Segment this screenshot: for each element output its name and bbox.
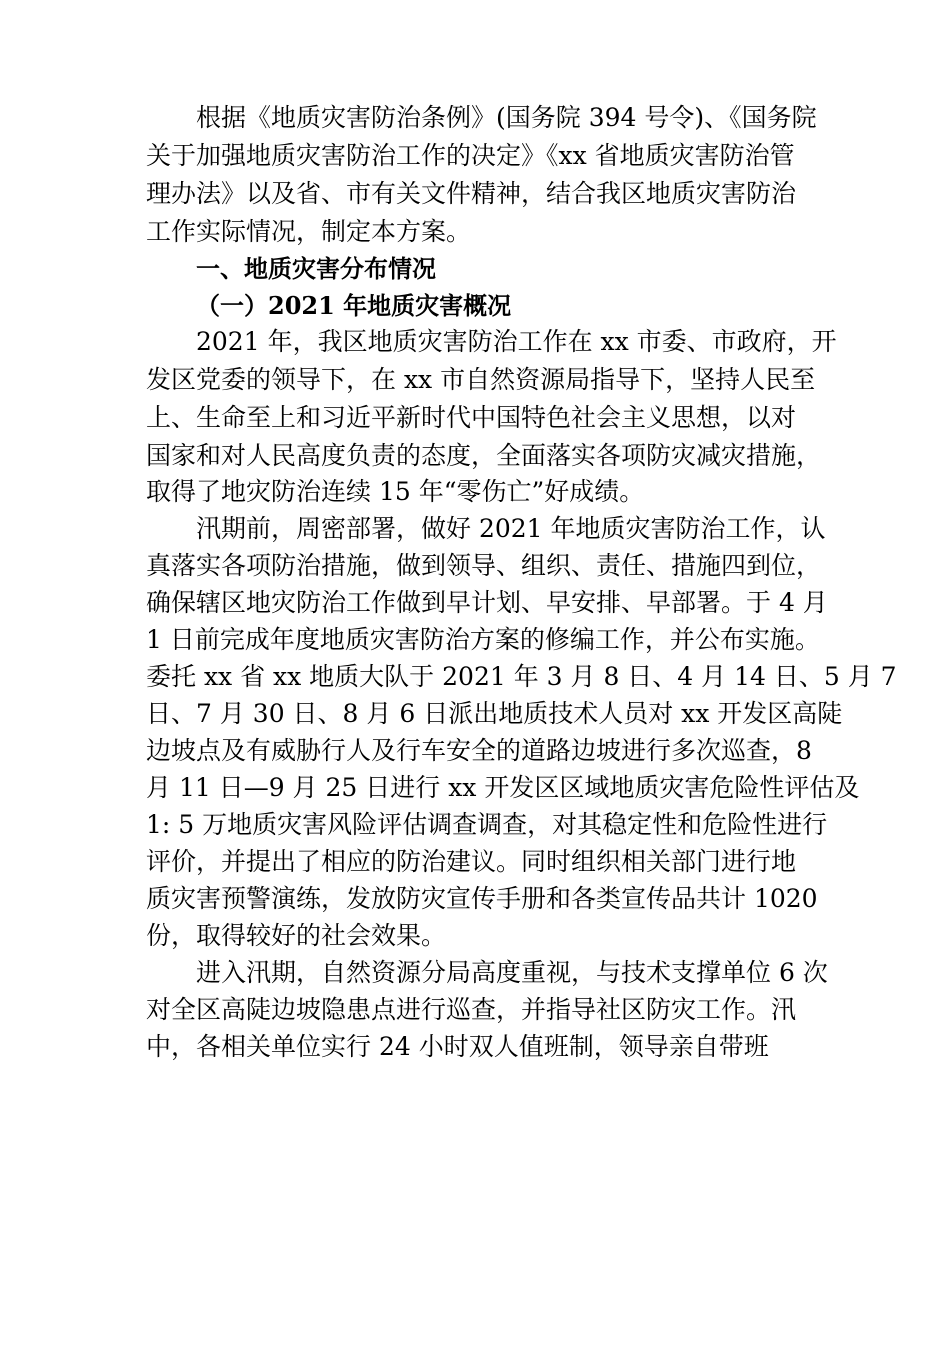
paragraph-line: 2021 年，我区地质灾害防治工作在 xx 市委、市政府，开 xyxy=(196,327,837,356)
paragraph-line: 评价，并提出了相应的防治建议。同时组织相关部门进行地 xyxy=(146,847,797,876)
paragraph-line: 边坡点及有威胁行人及行车安全的道路边坡进行多次巡查，8 xyxy=(146,736,812,765)
paragraph-line: 中，各相关单位实行 24 小时双人值班制，领导亲自带班 xyxy=(146,1032,769,1061)
paragraph-line: 理办法》以及省、市有关文件精神，结合我区地质灾害防治 xyxy=(146,179,797,208)
paragraph-line: 日、7 月 30 日、8 月 6 日派出地质技术人员对 xx 开发区高陡 xyxy=(146,699,843,728)
section-heading: 一、地质灾害分布情况 xyxy=(196,255,436,283)
paragraph-line: 汛期前，周密部署，做好 2021 年地质灾害防治工作，认 xyxy=(196,514,826,543)
paragraph-line: 国家和对人民高度负责的态度，全面落实各项防灾减灾措施， xyxy=(146,441,822,470)
paragraph-line: 关于加强地质灾害防治工作的决定》《xx 省地质灾害防治管 xyxy=(146,141,795,170)
paragraph-line: 委托 xx 省 xx 地质大队于 2021 年 3 月 8 日、4 月 14 日、5 月 7 xyxy=(146,662,897,691)
paragraph-line: 进入汛期，自然资源分局高度重视，与技术支撑单位 6 次 xyxy=(196,958,828,987)
paragraph-line: 发区党委的领导下，在 xx 市自然资源局指导下，坚持人民至 xyxy=(146,365,816,394)
paragraph-line: 1 日前完成年度地质灾害防治方案的修编工作，并公布实施。 xyxy=(146,625,820,654)
paragraph-line: 1: 5 万地质灾害风险评估调查调查，对其稳定性和危险性进行 xyxy=(146,810,828,839)
subsection-heading: （一）2021 年地质灾害概况 xyxy=(196,291,512,320)
paragraph-line: 份，取得较好的社会效果。 xyxy=(146,921,447,950)
paragraph-line: 确保辖区地灾防治工作做到早计划、早安排、早部署。于 4 月 xyxy=(146,588,828,617)
paragraph-line: 工作实际情况，制定本方案。 xyxy=(146,217,472,246)
paragraph-line: 月 11 日—9 月 25 日进行 xx 开发区区域地质灾害危险性评估及 xyxy=(146,773,860,802)
paragraph-line: 上、生命至上和习近平新时代中国特色社会主义思想，以对 xyxy=(146,403,797,432)
paragraph-line: 质灾害预警演练，发放防灾宣传手册和各类宣传品共计 1020 xyxy=(146,884,818,913)
paragraph-line: 取得了地灾防治连续 15 年“零伤亡”好成绩。 xyxy=(146,477,645,506)
paragraph-line: 根据《地质灾害防治条例》(国务院 394 号令)、《国务院 xyxy=(196,103,817,132)
paragraph-line: 真落实各项防治措施，做到领导、组织、责任、措施四到位， xyxy=(146,551,822,580)
paragraph-line: 对全区高陡边坡隐患点进行巡查，并指导社区防灾工作。汛 xyxy=(146,995,797,1024)
